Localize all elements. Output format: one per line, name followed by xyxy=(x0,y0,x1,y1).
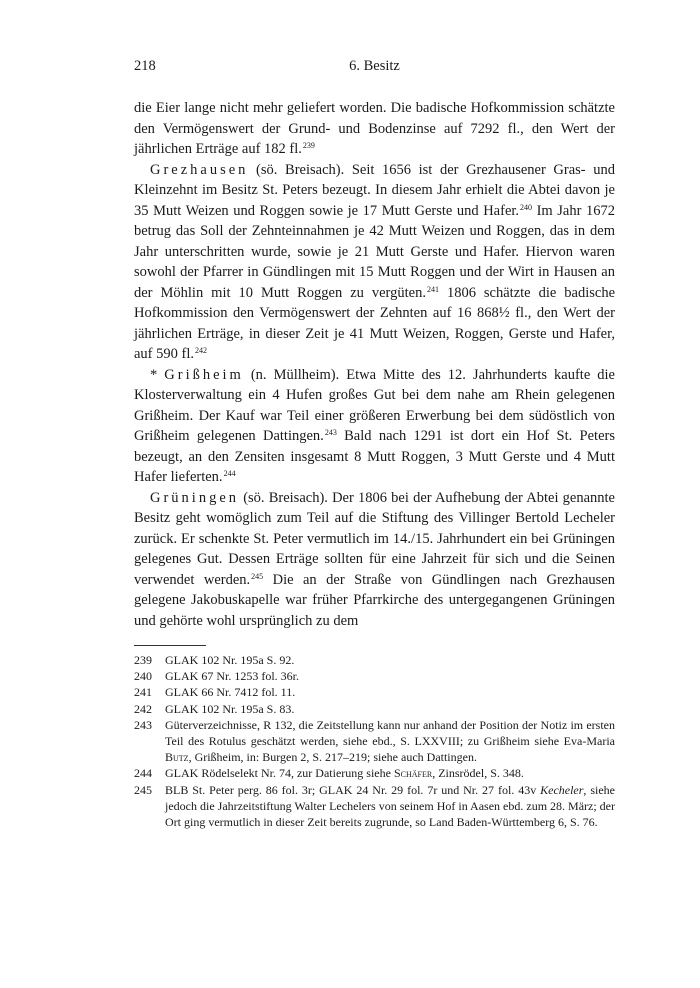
page-number: 218 xyxy=(134,58,156,74)
footnote-240: 240 GLAK 67 Nr. 1253 fol. 36r. xyxy=(134,669,299,684)
footnote-244: 244 GLAK Rödelselekt Nr. 74, zur Datierung siehe Schäfer, Zinsrödel, S. 348. xyxy=(134,766,524,781)
paragraph-grueningen: Grüningen (sö. Breisach). Der 1806 bei der Aufhebung der Abtei genannte Besitz geht womöglich zum Teil auf die Stiftung des Villinger Bertold Lecheler zurück. Er schenkte St. Peter vermutlich im 14./15. Jahrhundert ein bei Grüningen gelegenes Gut. Dessen Erträge sollten für eine Jahrzeit für sich und die Seinen verwendet werden.$^{245}$ Die an der Straße von Gündlingen nach Grezhausen gelegene Jakobuskapelle war früher Pfarrkirche des untergegangenen Grüningen und gehörte wohl ursprünglich zu dem xyxy=(134,489,615,629)
footnote-ref[interactable]: 243 xyxy=(324,428,337,437)
footnote-ref[interactable]: 244 xyxy=(223,469,236,478)
paragraph-grezhausen: Grezhausen (sö. Breisach). Seit 1656 ist der Grezhausener Gras- und Kleinzehnt im Besitz St. Peters bezeugt. In diesem Jahr erhielt die Abtei davon je 35 Mutt Weizen und Roggen sowie je 17 Mutt Gerste und Hafer.$^{240}$ Im Jahr 1672 betrug das Soll der Zehnteinnahmen je 42 Mutt Weizen und Roggen, das in dem Jahr unterschritten wurde, sowie je 21 Mutt Gerste und Hafer. Hiervon waren sowohl der Pfarrer in Gündlingen mit 15 Mutt Roggen und der Wirt in Hausen an der Möhlin mit 10 Mutt Roggen zu vergüten.$^{241}$ 1806 schätzte die badische Hofkommission den Vermögenswert der Zehnten auf 16 868½ fl., den Wert der jährlichen Erträge, in dieser Zeit je 41 Mutt Weizen, Roggen, Gerste und Hafer, auf 590 fl.$^{242}$ xyxy=(134,161,616,362)
running-title: 6. Besitz xyxy=(349,58,400,74)
italic-name: Kecheler xyxy=(540,782,584,797)
author-name: Schäfer xyxy=(393,766,433,781)
footnote-ref[interactable]: 245 xyxy=(251,571,264,581)
place-name: Grezhausen xyxy=(150,161,249,178)
place-name: Grüningen xyxy=(150,489,240,506)
author-name: Butz xyxy=(165,750,189,765)
footnote-243: 243 Güterverzeichnisse, R 132, die Zeitstellung kann nur anhand der Position der Notiz im ersten Teil des Rotulus geschätzt werden, siehe ebd., S. LXXVIII; zu Grißheim siehe Eva-Maria Butz, Grißheim, in: Burgen 2, S. 217–219; siehe auch Dattingen. xyxy=(134,717,615,765)
footnote-ref[interactable]: 241 xyxy=(426,284,439,294)
footnote-242: 242 GLAK 102 Nr. 195a S. 83. xyxy=(134,701,295,716)
place-name: Grißheim xyxy=(164,366,244,383)
main-text xyxy=(134,98,615,631)
page-header xyxy=(134,58,615,80)
paragraph-grissheim: * Grißheim (n. Müllheim). Etwa Mitte des 12. Jahrhunderts kaufte die Klosterverwaltung ein 4 Hufen großes Gut bei dem nahe am Rhein gelegenen Grißheim. Der Kauf war Teil einer größeren Erwerbung bei dem südöstlich von Grißheim gelegenen Dattingen.$^{243}$ Bald nach 1291 ist dort ein Hof St. Peters bezeugt, an den Zensiten insgesamt 8 Mutt Roggen, 3 Mutt Gerste und 4 Mutt Hafer lieferten.$^{244}$ xyxy=(134,366,615,485)
paragraph-continuation: die Eier lange nicht mehr geliefert worden. Die badische Hofkommission schätzte den Vermögenswert der Grund- und Bodenzinse auf 7292 fl., den Wert der jährlichen Erträge auf 182 fl.$^{239}$ xyxy=(134,100,615,157)
book-page xyxy=(134,58,615,830)
footnotes xyxy=(134,652,615,830)
footnote-245: 245 BLB St. Peter perg. 86 fol. 3r; GLAK 24 Nr. 29 fol. 7r und Nr. 27 fol. 43v Kecheler, siehe jedoch die Jahrzeitstiftung Walter Lechelers von seinem Hof in Aasen ebd. zum 28. März; der Ort ging vermutlich in dieser Zeit bereits zugrunde, so Land Baden-Württemberg 6, S. 76. xyxy=(134,782,615,830)
footnote-divider xyxy=(134,645,206,646)
footnote-241: 241 GLAK 66 Nr. 7412 fol. 11. xyxy=(134,685,296,700)
footnote-ref[interactable]: 242 xyxy=(195,346,207,355)
footnote-ref[interactable]: 239 xyxy=(302,141,315,150)
asterisk-mark: * xyxy=(150,366,165,383)
footnote-ref[interactable]: 240 xyxy=(520,202,533,212)
footnote-239: 239 GLAK 102 Nr. 195a S. 92. xyxy=(134,653,295,667)
